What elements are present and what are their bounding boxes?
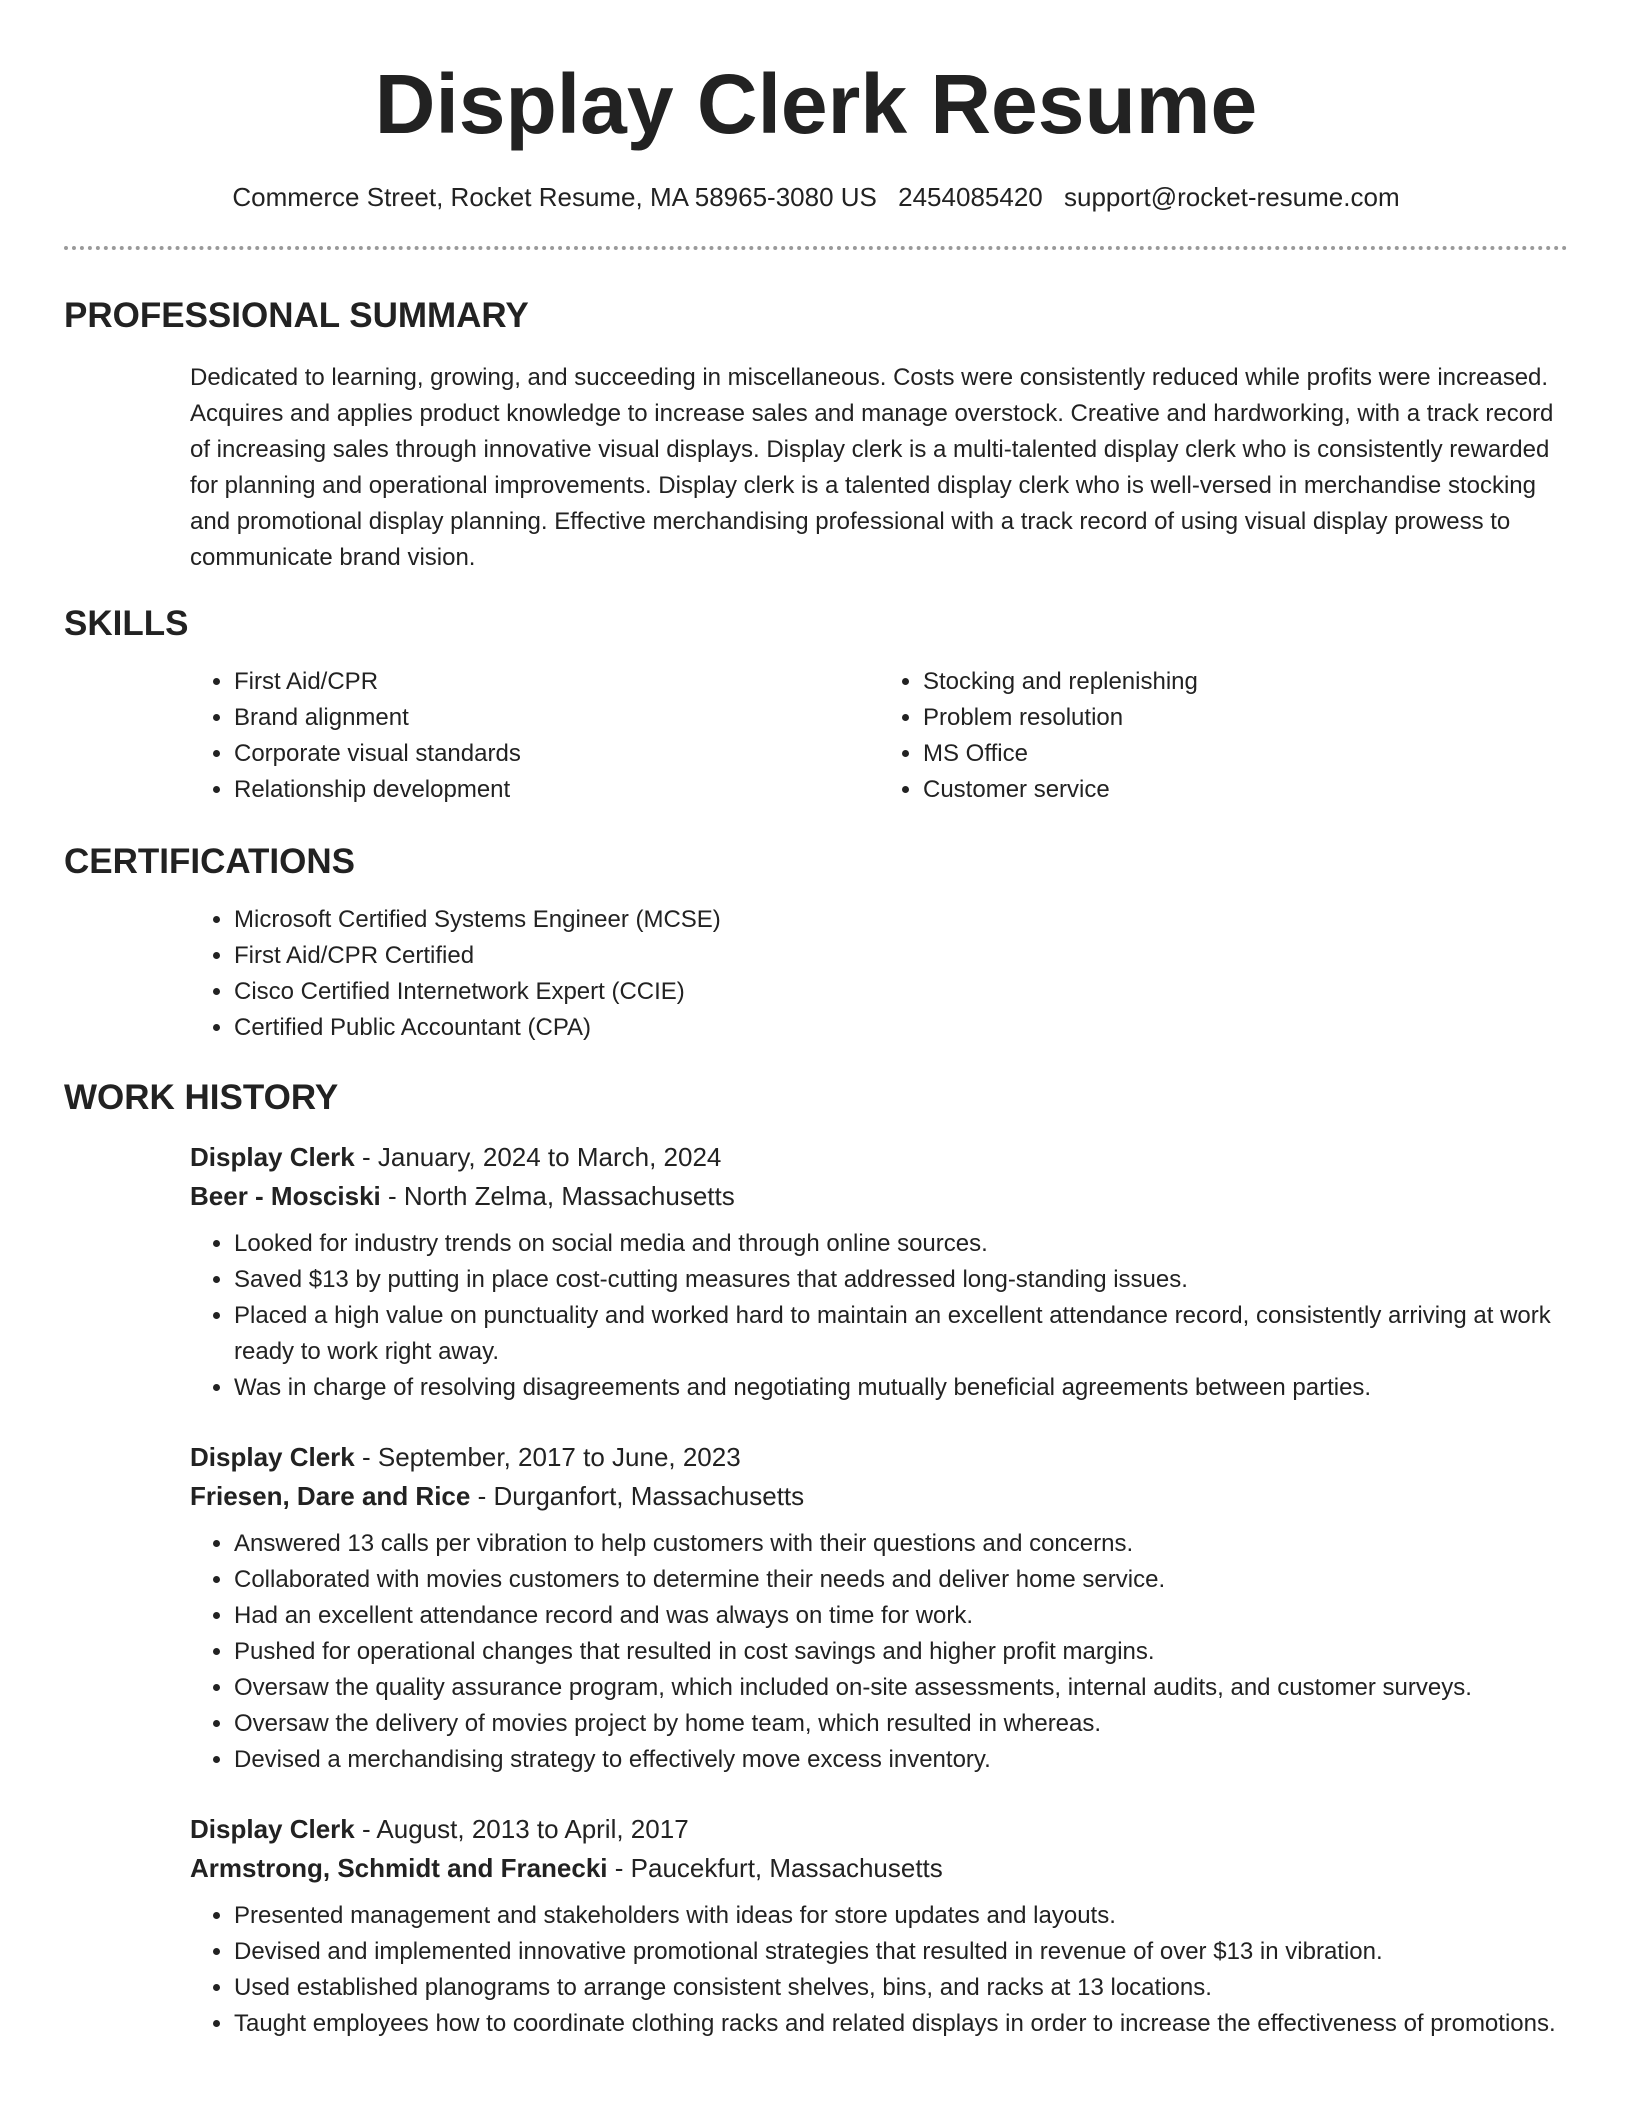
list-item: • Devised and implemented innovative promotional strategies that resulted in revenue of over $13 in vibration. (234, 1934, 1568, 1970)
list-item: • Oversaw the delivery of movies project by home team, which resulted in whereas. (234, 1706, 1568, 1742)
job-entry (190, 1138, 1568, 1406)
contact-address: Commerce Street, Rocket Resume, MA 58965-3080 US (232, 182, 877, 212)
list-item: • Brand alignment (234, 700, 879, 736)
list-item: • Problem resolution (923, 700, 1568, 736)
list-item: • Answered 13 calls per vibration to help customers with their questions and concerns. (234, 1526, 1568, 1562)
work-heading: WORK HISTORY (64, 1078, 339, 1117)
job-company-line (190, 1477, 1568, 1516)
job-title-line (190, 1810, 1568, 1849)
certifications-heading: CERTIFICATIONS (64, 842, 356, 881)
job-location: - Durganfort, Massachusetts (470, 1481, 805, 1511)
list-item: • Relationship development (234, 772, 879, 808)
list-item: • Customer service (923, 772, 1568, 808)
list-item: • Microsoft Certified Systems Engineer (MCSE) (234, 902, 1568, 938)
list-item: • Collaborated with movies customers to determine their needs and deliver home service. (234, 1562, 1568, 1598)
skills-heading: SKILLS (64, 604, 189, 643)
list-item: • Presented management and stakeholders with ideas for store updates and layouts. (234, 1898, 1568, 1934)
list-item: • Oversaw the quality assurance program, which included on-site assessments, internal audits, and customer surveys. (234, 1670, 1568, 1706)
skills-list-left (190, 664, 879, 808)
job-role: Display Clerk (190, 1442, 355, 1472)
list-item: • Devised a merchandising strategy to effectively move excess inventory. (234, 1742, 1568, 1778)
skills-section (64, 602, 1568, 808)
list-item: • Looked for industry trends on social media and through online sources. (234, 1226, 1568, 1262)
job-role: Display Clerk (190, 1814, 355, 1844)
job-company: Beer - Mosciski (190, 1181, 381, 1211)
job-bullets (190, 1226, 1568, 1406)
job-role: Display Clerk (190, 1142, 355, 1172)
job-dates: - September, 2017 to June, 2023 (354, 1442, 741, 1472)
list-item: • Cisco Certified Internetwork Expert (CCIE) (234, 974, 1568, 1010)
job-bullets (190, 1526, 1568, 1778)
list-item: • Certified Public Accountant (CPA) (234, 1010, 1568, 1046)
list-item: • Taught employees how to coordinate clothing racks and related displays in order to increase the effectiveness of promotions. (234, 2006, 1568, 2042)
list-item: • Had an excellent attendance record and was always on time for work. (234, 1598, 1568, 1634)
list-item: • First Aid/CPR Certified (234, 938, 1568, 974)
job-location: - North Zelma, Massachusetts (380, 1181, 735, 1211)
summary-text: Dedicated to learning, growing, and succeeding in miscellaneous. Costs were consistently reduced while profits were increased. Acquires and applies product knowledge to increase sales and manage overstock. Creative and hardworking, with a track record of increasing sales through innovative visual displays. Display clerk is a multi-talented display clerk who is consistently rewarded for planning and operational improvements. Display clerk is a talented display clerk who is well-versed in merchandise stocking and promotional display planning. Effective merchandising professional with a track record of using visual display prowess to communicate brand vision. (190, 364, 1554, 571)
list-item: • First Aid/CPR (234, 664, 879, 700)
skills-grid (190, 664, 1568, 808)
job-company: Armstrong, Schmidt and Franecki (190, 1853, 608, 1883)
list-item: • Saved $13 by putting in place cost-cutting measures that addressed long-standing issues. (234, 1262, 1568, 1298)
job-entry (190, 1438, 1568, 1778)
list-item: • MS Office (923, 736, 1568, 772)
job-company-line (190, 1849, 1568, 1888)
list-item: • Pushed for operational changes that resulted in cost savings and higher profit margins. (234, 1634, 1568, 1670)
resume-title: Display Clerk Resume (374, 57, 1258, 151)
list-item: • Used established planograms to arrange consistent shelves, bins, and racks at 13 locations. (234, 1970, 1568, 2006)
job-title-line (190, 1138, 1568, 1177)
summary-heading: PROFESSIONAL SUMMARY (64, 296, 529, 335)
list-item: • Was in charge of resolving disagreements and negotiating mutually beneficial agreements between parties. (234, 1370, 1568, 1406)
contact-phone: 2454085420 (898, 182, 1043, 212)
certifications-section (64, 840, 1568, 1046)
job-company-line (190, 1177, 1568, 1216)
contact-email: support@rocket-resume.com (1063, 182, 1400, 212)
header-divider (64, 246, 1568, 250)
contact-line (64, 180, 1568, 214)
job-company: Friesen, Dare and Rice (190, 1481, 471, 1511)
job-bullets (190, 1898, 1568, 2042)
summary-section (64, 294, 1568, 576)
work-section (64, 1076, 1568, 2042)
certifications-list (190, 902, 1568, 1046)
list-item: • Placed a high value on punctuality and worked hard to maintain an excellent attendance record, consistently arriving at work ready to work right away. (234, 1298, 1568, 1370)
job-location: - Paucekfurt, Massachusetts (607, 1853, 943, 1883)
job-title-line (190, 1438, 1568, 1477)
job-entry (190, 1810, 1568, 2042)
job-dates: - January, 2024 to March, 2024 (354, 1142, 722, 1172)
list-item: • Corporate visual standards (234, 736, 879, 772)
list-item: • Stocking and replenishing (923, 664, 1568, 700)
skills-list-right (879, 664, 1568, 808)
job-dates: - August, 2013 to April, 2017 (354, 1814, 689, 1844)
